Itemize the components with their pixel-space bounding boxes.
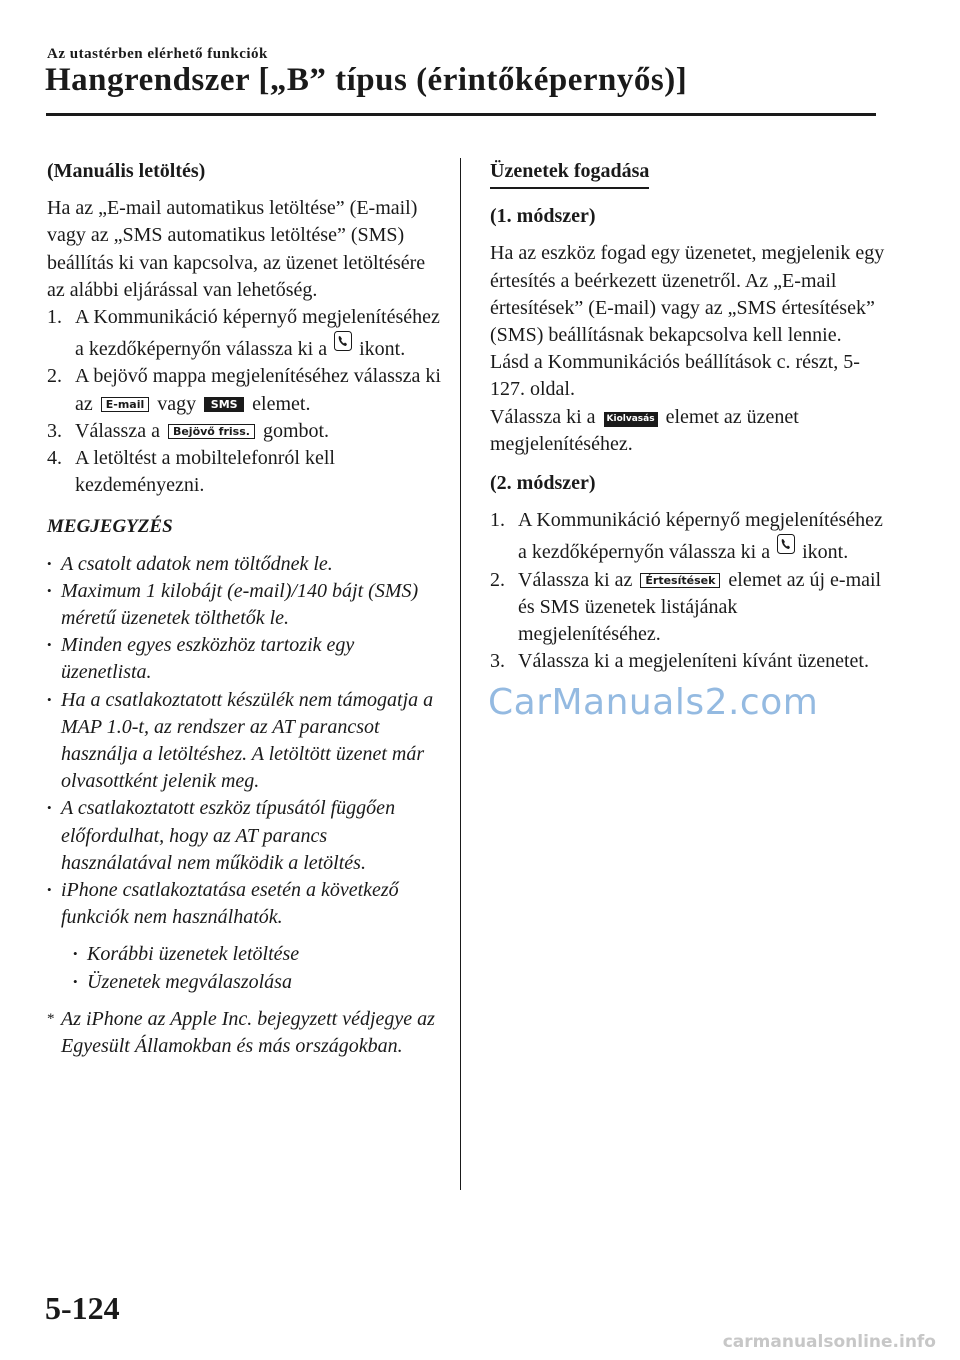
step-number: 4. <box>47 447 62 470</box>
step-number: 3. <box>490 650 505 673</box>
list-item <box>47 445 442 499</box>
page-number: 5-124 <box>45 1290 120 1326</box>
footer-url: carmanualsonline.info <box>722 1332 936 1352</box>
step-number: 2. <box>490 568 505 591</box>
sub-notes-list <box>47 941 442 995</box>
step-text: A letöltést a mobiltelefonról kell kezdeményezni. <box>75 447 335 497</box>
list-item: • A csatlakoztatott eszköz típusától függően előfordulhat, hogy az AT parancs használatával nem működik a letöltés. <box>47 795 442 877</box>
footnote-text: Az iPhone az Apple Inc. bejegyzett védjegye az Egyesült Államokban és más országokban. <box>61 1007 435 1058</box>
receive-messages-heading: Üzenetek fogadása <box>490 158 649 189</box>
note-heading: MEGJEGYZÉS <box>47 516 173 538</box>
left-column <box>47 158 442 1060</box>
method-1-text: Ha az eszköz fogad egy üzenetet, megjelenik egy értesítés a beérkezett üzenetről. Az „E-mail értesítések” (E-mail) vagy az „SMS értesítések” (SMS) beállításnak bekapcsolva kell lennie. <box>490 242 885 347</box>
list-item: • A csatolt adatok nem töltődnek le. <box>47 551 442 578</box>
list-item <box>490 507 885 566</box>
step-text: Válassza ki az <box>518 568 633 591</box>
step-text: Válassza ki a megjeleníteni kívánt üzenetet. <box>518 650 869 673</box>
step-number: 1. <box>490 509 505 532</box>
section-label: Az utastérben elérhető funkciók <box>47 46 268 62</box>
step-number: 1. <box>47 306 62 329</box>
step-text: elemet. <box>252 392 311 415</box>
list-item <box>490 567 885 649</box>
sms-button[interactable]: SMS <box>204 397 244 412</box>
step-text: vagy <box>157 392 197 415</box>
inbox-refresh-button[interactable]: Bejövő friss. <box>168 424 255 439</box>
list-item: • Korábbi üzenetek letöltése <box>73 941 442 968</box>
page-title: Hangrendszer [„B” típus (érintőképernyős)] <box>45 62 688 98</box>
method-1-reference: Lásd a Kommunikációs beállítások c. részt, 5-127. oldal. <box>490 351 860 401</box>
step-number: 3. <box>47 419 62 442</box>
step-text: ikont. <box>802 541 849 564</box>
step-text: Válassza a <box>75 419 160 442</box>
watermark: CarManuals2.com <box>488 682 819 723</box>
manual-download-heading: (Manuális letöltés) <box>47 160 206 182</box>
notifications-button[interactable]: Értesítések <box>640 573 720 588</box>
footnote-mark: * <box>47 1010 55 1027</box>
list-item <box>47 418 442 445</box>
email-button[interactable]: E-mail <box>101 397 150 412</box>
method-1-select-text: Válassza ki a <box>490 405 596 428</box>
list-item: • Maximum 1 kilobájt (e-mail)/140 bájt (SMS) méretű üzenetek tölthetők le. <box>47 578 442 632</box>
step-number: 2. <box>47 365 62 388</box>
method-2-heading: (2. módszer) <box>490 472 596 495</box>
list-item: • Ha a csatlakoztatott készülék nem támogatja a MAP 1.0-t, az rendszer az AT parancsot használja a letöltéshez. A letöltött üzenet már olvasottként jelenik meg. <box>47 687 442 796</box>
list-item <box>47 363 442 417</box>
step-text: gombot. <box>262 419 330 442</box>
method-1-heading: (1. módszer) <box>490 205 596 228</box>
step-text: A Kommunikáció képernyő megjelenítéséhez a kezdőképernyőn válassza ki a <box>518 509 883 564</box>
list-item <box>490 648 885 675</box>
list-item: • Minden egyes eszközhöz tartozik egy üzenetlista. <box>47 632 442 686</box>
step-text: ikont. <box>359 338 406 361</box>
step-text: A bejövő mappa megjelenítéséhez válassza ki az <box>75 365 441 415</box>
footnote <box>47 1006 442 1060</box>
column-divider <box>460 158 461 1190</box>
list-item <box>47 304 442 363</box>
list-item: • iPhone csatlakoztatása esetén a következő funkciók nem használhatók. <box>47 877 442 931</box>
step-text: A Kommunikáció képernyő megjelenítéséhez a kezdőképernyőn válassza ki a <box>75 306 440 361</box>
right-column <box>490 158 885 675</box>
read-button[interactable]: Kiolvasás <box>604 412 658 427</box>
step-text: elemet az új e-mail és SMS üzenetek listájának megjelenítéséhez. <box>518 568 882 646</box>
notes-list <box>47 551 442 932</box>
title-rule <box>46 113 876 116</box>
phone-icon <box>777 534 795 554</box>
manual-download-intro: Ha az „E-mail automatikus letöltése” (E-mail) vagy az „SMS automatikus letöltése” (SMS) beállítás ki van kapcsolva, az üzenet letöltésére az alábbi eljárással van lehetőség. <box>47 197 426 301</box>
method-1-select <box>490 404 885 458</box>
method-1-select-text: elemet az üzenet megjelenítéséhez. <box>490 405 799 455</box>
spacer <box>490 458 885 470</box>
method-2-steps <box>490 507 885 675</box>
list-item: • Üzenetek megválaszolása <box>73 969 442 996</box>
phone-icon <box>334 331 352 351</box>
manual-download-steps <box>47 304 442 499</box>
